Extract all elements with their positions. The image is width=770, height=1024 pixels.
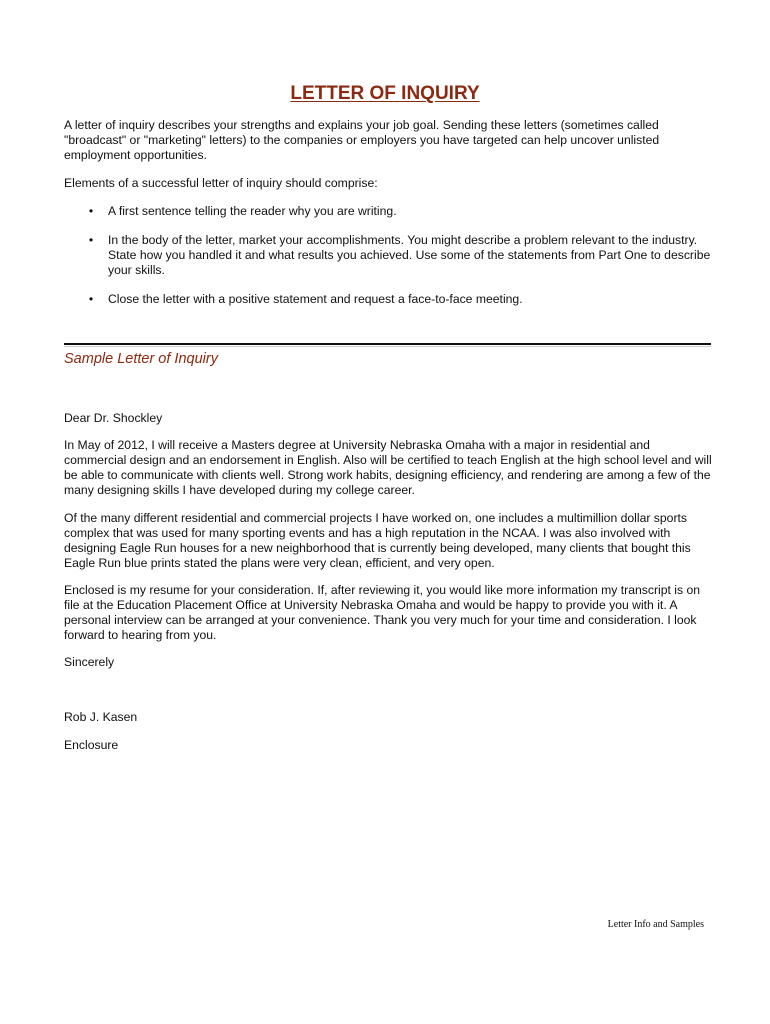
elements-list xyxy=(64,204,712,321)
section-divider xyxy=(64,343,711,345)
document-title: LETTER OF INQUIRY xyxy=(290,83,480,104)
list-item xyxy=(64,233,712,278)
list-item xyxy=(64,204,712,219)
letter-salutation: Dear Dr. Shockley xyxy=(64,411,163,425)
section-divider-shadow xyxy=(64,346,711,347)
bullet-icon: • xyxy=(88,233,94,247)
letter-enclosure: Enclosure xyxy=(64,738,119,752)
letter-signature: Rob J. Kasen xyxy=(64,710,138,724)
elements-lead-text: Elements of a successful letter of inquiry should comprise: xyxy=(64,176,378,190)
bullet-icon: • xyxy=(88,292,94,306)
list-item xyxy=(64,292,712,307)
intro-paragraph: A letter of inquiry describes your strengths and explains your job goal. Sending these letters (sometimes called "broadcast" or "marketing" letters) to the companies or employers you have targeted can help uncover unlisted employment opportunities. xyxy=(64,118,660,162)
bullet-icon: • xyxy=(88,204,94,218)
list-item-text: In the body of the letter, market your accomplishments. You might describe a problem relevant to the industry. State how you handled it and what results you achieved. Use some of the statements from Part One to describe your skills. xyxy=(108,233,711,277)
list-item-text: A first sentence telling the reader why you are writing. xyxy=(108,204,397,218)
letter-closing: Sincerely xyxy=(64,655,115,669)
letter-paragraph-1: In May of 2012, I will receive a Masters degree at University Nebraska Omaha with a major in residential and commercial design and an endorsement in English. Also will be certified to teach English at the high school level and will be able to communicate with clients well. Strong work habits, designing efficiency, and rendering are among a few of the many designing skills I have developed during my college career. xyxy=(64,438,712,497)
section-heading: Sample Letter of Inquiry xyxy=(64,351,218,367)
page-footer: Letter Info and Samples xyxy=(607,919,704,930)
letter-paragraph-3: Enclosed is my resume for your consideration. If, after reviewing it, you would like more information my transcript is on file at the Education Placement Office at University Nebraska Omaha and would be happy to provide you with it. A personal interview can be arranged at your convenience. Thank you very much for your time and consideration. I look forward to hearing from you. xyxy=(64,583,701,642)
list-item-text: Close the letter with a positive statement and request a face-to-face meeting. xyxy=(108,292,523,306)
letter-paragraph-2: Of the many different residential and commercial projects I have worked on, one includes a multimillion dollar sports complex that was used for many sporting events and has a high reputation in the NCAA. I was also involved with designing Eagle Run houses for a new neighborhood that is currently being developed, many clients that bought this Eagle Run blue prints stated the plans were very clean, efficient, and very open. xyxy=(64,511,691,570)
